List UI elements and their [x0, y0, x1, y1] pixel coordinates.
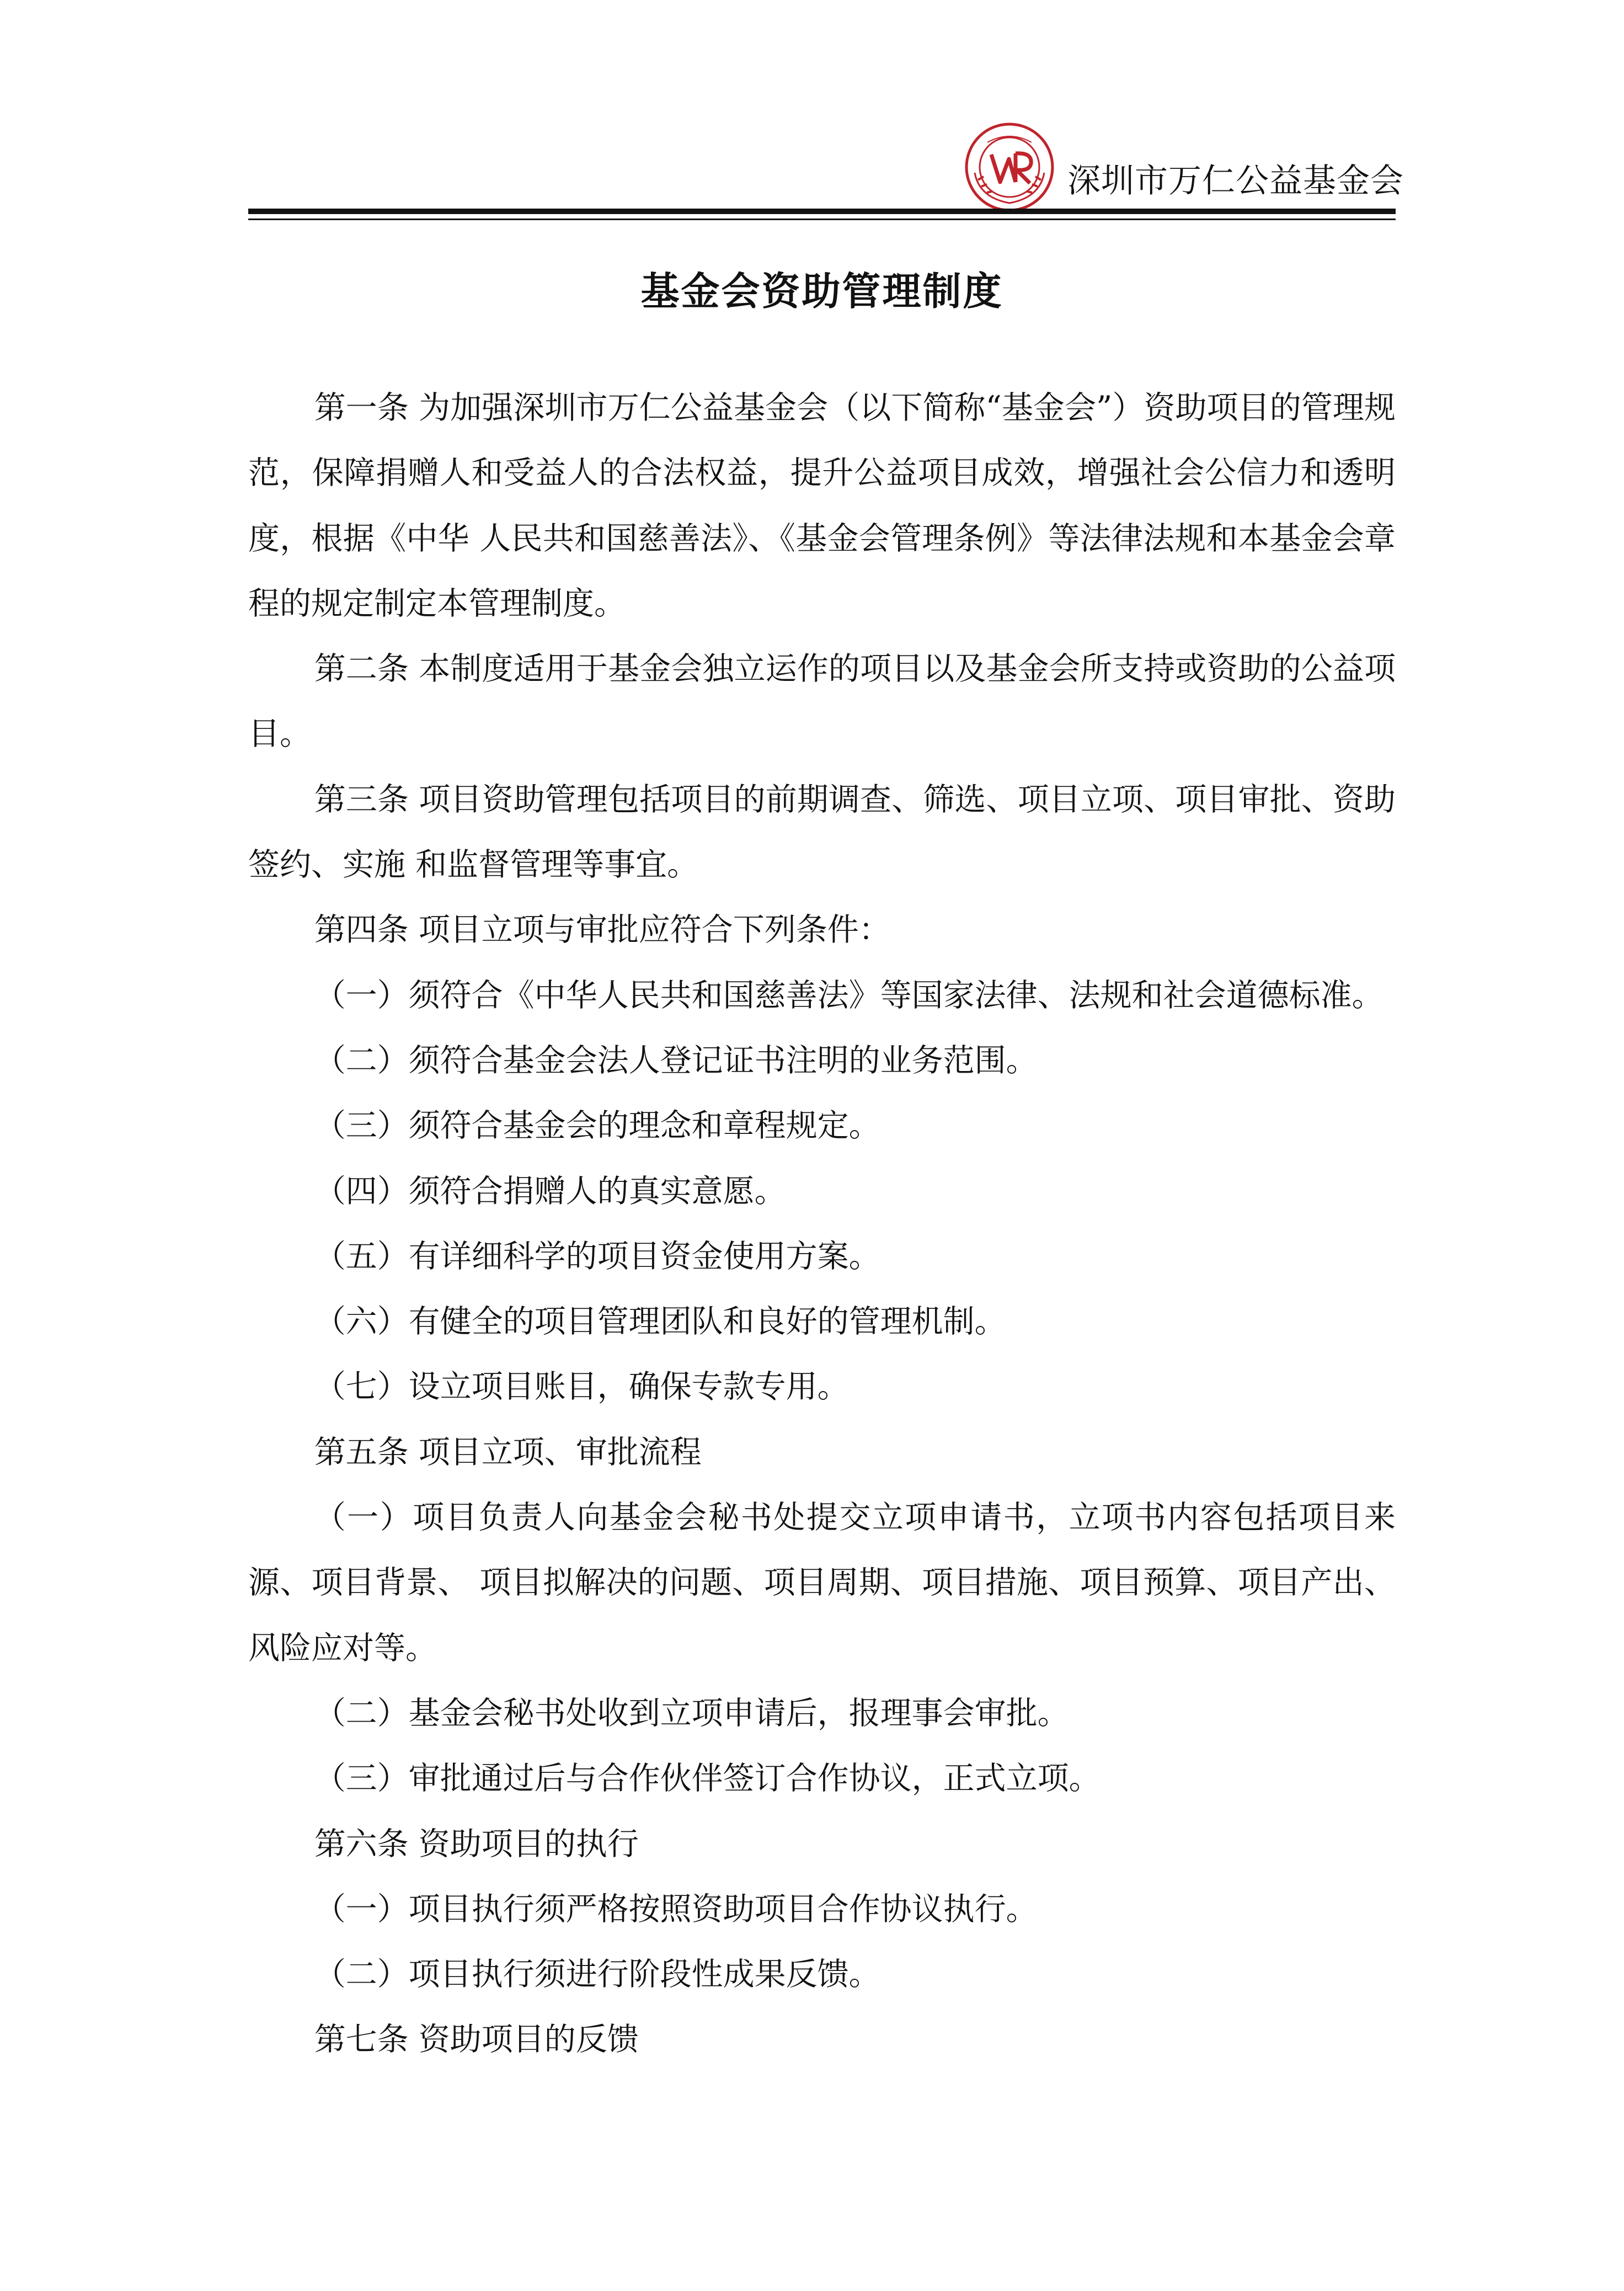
foundation-logo-icon: [963, 120, 1056, 214]
article-1: 第一条 为加强深圳市万仁公益基金会（以下简称“基金会”）资助项目的管理规范，保障捐赠人和受益人的合法权益，提升公益项目成效，增强社会公信力和透明度，根据《中华 人民共和国慈善法》、《基金会管理条例》等法律法规和本基金会章程的规定制定本管理制度。: [248, 390, 1396, 622]
article-4: 第四条 项目立项与审批应符合下列条件：: [314, 912, 890, 949]
article-3: 第三条 项目资助管理包括项目的前期调查、筛选、项目立项、项目审批、资助签约、实施 和监督管理等事宜。: [248, 781, 1396, 883]
article-5-item-2: （二）基金会秘书处收到立项申请后，报理事会审批。: [314, 1695, 1069, 1731]
article-5-item-1: （一）项目负责人向基金会秘书处提交立项申请书，立项书内容包括项目来源、项目背景、 项目拟解决的问题、项目周期、项目措施、项目预算、项目产出、风险应对等。: [248, 1499, 1396, 1666]
article-7: 第七条 资助项目的反馈: [314, 2021, 639, 2058]
article-5-item-3: （三）审批通过后与合作伙伴签订合作协议，正式立项。: [314, 1760, 1101, 1797]
document-title: 基金会资助管理制度: [640, 269, 1003, 314]
header-rule-thick: [248, 209, 1396, 214]
article-4-item-2: （二）须符合基金会法人登记证书注明的业务范围。: [314, 1042, 1038, 1079]
article-5: 第五条 项目立项、审批流程: [314, 1434, 702, 1470]
article-4-item-3: （三）须符合基金会的理念和章程规定。: [314, 1107, 880, 1144]
header-rule-thin: [248, 219, 1396, 220]
article-4-item-6: （六）有健全的项目管理团队和良好的管理机制。: [314, 1303, 1006, 1340]
document-body: [248, 375, 1396, 2072]
article-2: 第二条 本制度适用于基金会独立运作的项目以及基金会所支持或资助的公益项目。: [248, 651, 1396, 753]
organization-name: 深圳市万仁公益基金会: [1067, 162, 1404, 200]
article-4-item-5: （五）有详细科学的项目资金使用方案。: [314, 1238, 880, 1275]
article-4-item-1: （一）须符合《中华人民共和国慈善法》等国家法律、法规和社会道德标准。: [314, 977, 1383, 1014]
article-6-item-2: （二）项目执行须进行阶段性成果反馈。: [314, 1956, 880, 1993]
article-6-item-1: （一）项目执行须严格按照资助项目合作协议执行。: [314, 1890, 1038, 1927]
article-6: 第六条 资助项目的执行: [314, 1825, 639, 1862]
article-4-item-4: （四）须符合捐赠人的真实意愿。: [314, 1173, 786, 1210]
article-4-item-7: （七）设立项目账目，确保专款专用。: [314, 1368, 849, 1405]
